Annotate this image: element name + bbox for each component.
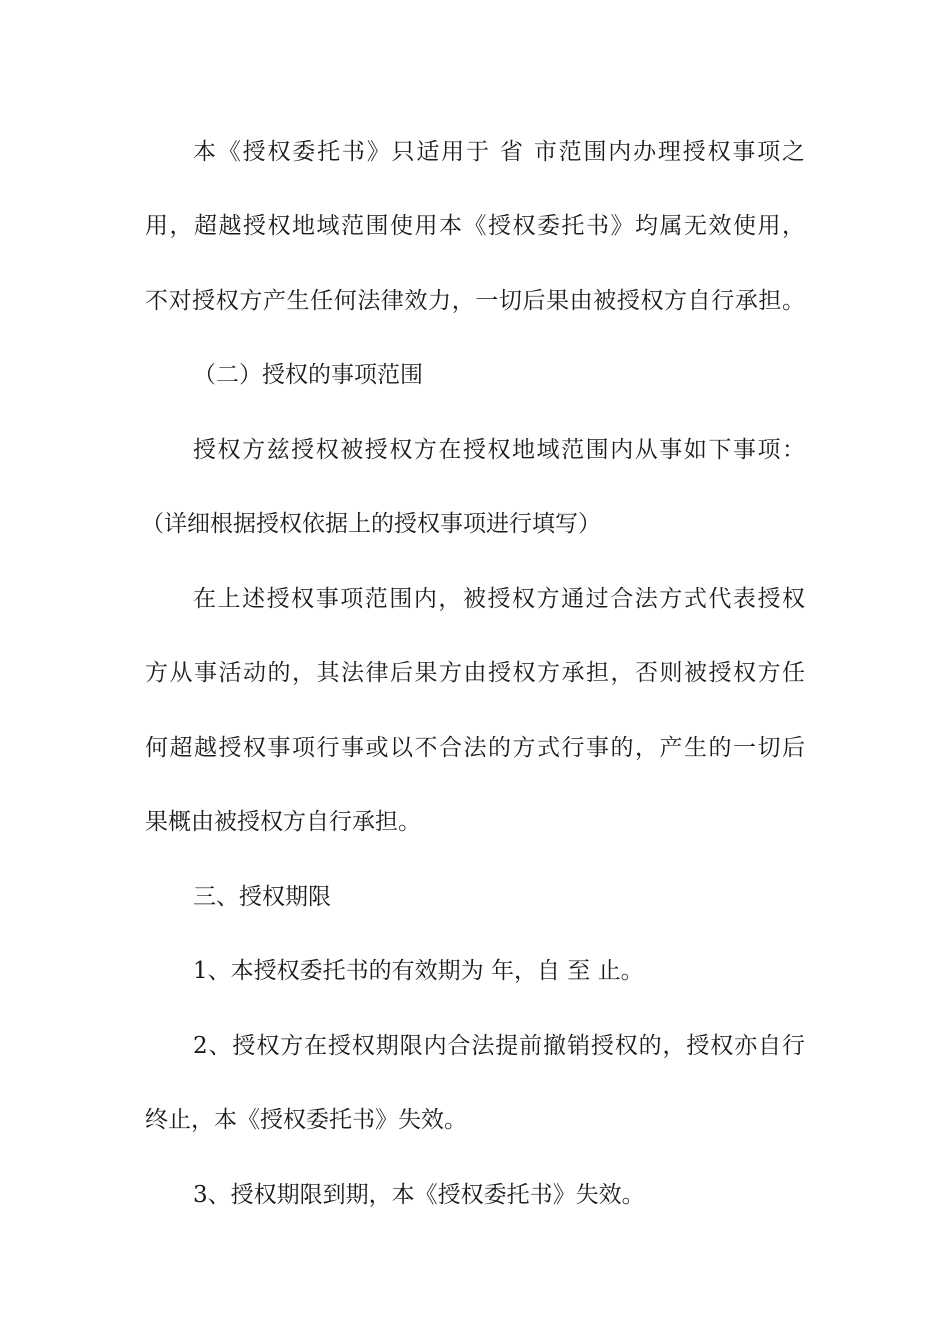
paragraph-line-3: 不对授权方产生任何法律效力，一切后果由被授权方自行承担。 bbox=[145, 288, 805, 314]
paragraph-line-10: 果概由被授权方自行承担。 bbox=[145, 809, 421, 835]
term-clause-2: 2、授权方在授权期限内合法提前撤销授权的，授权亦自行 bbox=[193, 1033, 805, 1059]
paragraph-line-2: 用，超越授权地域范围使用本《授权委托书》均属无效使用， bbox=[145, 213, 805, 239]
paragraph-line-7: 在上述授权事项范围内，被授权方通过合法方式代表授权 bbox=[193, 586, 805, 612]
paragraph-line-5: 授权方兹授权被授权方在授权地域范围内从事如下事项： bbox=[193, 437, 805, 463]
term-clause-2-cont: 终止，本《授权委托书》失效。 bbox=[145, 1107, 467, 1133]
paragraph-line-9: 何超越授权事项行事或以不合法的方式行事的，产生的一切后 bbox=[145, 735, 805, 761]
section-heading-term: 三、授权期限 bbox=[193, 884, 331, 910]
paragraph-line-6: （详细根据授权依据上的授权事项进行填写） bbox=[141, 511, 601, 537]
section-heading-scope: （二）授权的事项范围 bbox=[193, 362, 423, 388]
paragraph-line-8: 方从事活动的，其法律后果方由授权方承担，否则被授权方任 bbox=[145, 660, 805, 686]
term-clause-3: 3、授权期限到期，本《授权委托书》失效。 bbox=[193, 1182, 645, 1208]
term-clause-1: 1、本授权委托书的有效期为 年，自 至 止。 bbox=[193, 958, 644, 984]
paragraph-line-1: 本《授权委托书》只适用于 省 市范围内办理授权事项之 bbox=[193, 139, 805, 165]
